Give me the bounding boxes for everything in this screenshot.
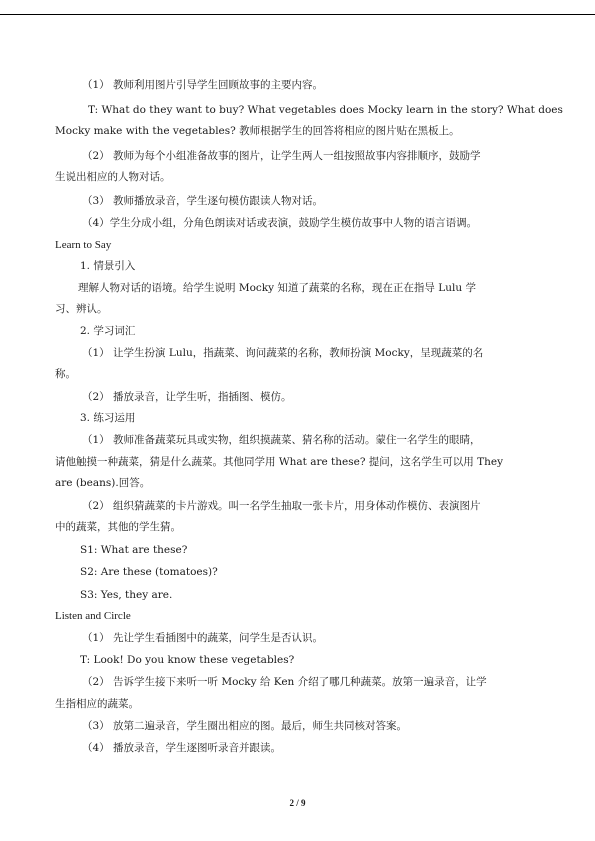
text-line: 习、辨认。 (55, 303, 108, 315)
text-line: （4） 播放录音，学生逐图听录音并跟读。 (82, 742, 282, 754)
text-line: （2） 播放录音，让学生听，指插图、模仿。 (82, 391, 292, 403)
page-number: 2 / 9 (289, 798, 306, 808)
text-line: T: What do they want to buy? What vegetables does Mocky learn in the story? What does (88, 104, 563, 116)
text-line: （3） 教师播放录音，学生逐句模仿跟读人物对话。 (82, 195, 324, 207)
text-line: 中的蔬菜，其他的学生猜。 (55, 521, 181, 533)
subsection-heading: 3. 练习运用 (80, 412, 136, 424)
text-line: （1） 教师准备蔬菜玩具或实物，组织摸蔬菜、猜名称的活动。蒙住一名学生的眼睛， (82, 434, 481, 446)
text-line: （4）学生分成小组，分角色朗读对话或表演，鼓励学生模仿故事中人物的语言语调。 (82, 217, 478, 229)
text-line: 称。 (55, 368, 76, 380)
text-line: are (beans).回答。 (55, 477, 151, 489)
dialogue-line: S1: What are these? (80, 544, 188, 556)
text-line: （1） 先让学生看插图中的蔬菜，问学生是否认识。 (82, 632, 324, 644)
dialogue-line: T: Look! Do you know these vegetables? (80, 654, 295, 666)
text-line: （1） 教师利用图片引导学生回顾故事的主要内容。 (82, 79, 324, 91)
text-line: 生指相应的蔬菜。 (55, 698, 139, 710)
text-line: 生说出相应的人物对话。 (55, 171, 171, 183)
text-line: 理解人物对话的语境。给学生说明 Mocky 知道了蔬菜的名称，现在正在指导 Lulu 学 (78, 282, 476, 294)
text-line: （2） 教师为每个小组准备故事的图片，让学生两人一组按照故事内容排顺序，鼓励学 (82, 150, 481, 162)
text-line: Mocky make with the vegetables? 教师根据学生的回答将相应的图片贴在黑板上。 (55, 125, 460, 137)
subsection-heading: 1. 情景引入 (80, 260, 136, 272)
section-heading: Listen and Circle (55, 610, 131, 622)
text-line: 请他触摸一种蔬菜，猜是什么蔬菜。其他同学用 What are these? 提问，这名学生可以用 They (55, 456, 504, 468)
section-heading: Learn to Say (55, 239, 112, 251)
subsection-heading: 2. 学习词汇 (80, 325, 136, 337)
dialogue-line: S2: Are these (tomatoes)? (80, 566, 218, 578)
header-rule (0, 14, 595, 15)
text-line: （1） 让学生扮演 Lulu，指蔬菜、询问蔬菜的名称，教师扮演 Mocky，呈现蔬菜的名 (82, 347, 484, 359)
dialogue-line: S3: Yes, they are. (80, 589, 173, 601)
text-line: （3） 放第二遍录音，学生圈出相应的图。最后，师生共同核对答案。 (82, 720, 408, 732)
text-line: （2） 告诉学生接下来听一听 Mocky 给 Ken 介绍了哪几种蔬菜。放第一遍录音，让学 (82, 676, 487, 688)
text-line: （2） 组织猜蔬菜的卡片游戏。叫一名学生抽取一张卡片，用身体动作模仿、表演图片 (82, 500, 481, 512)
